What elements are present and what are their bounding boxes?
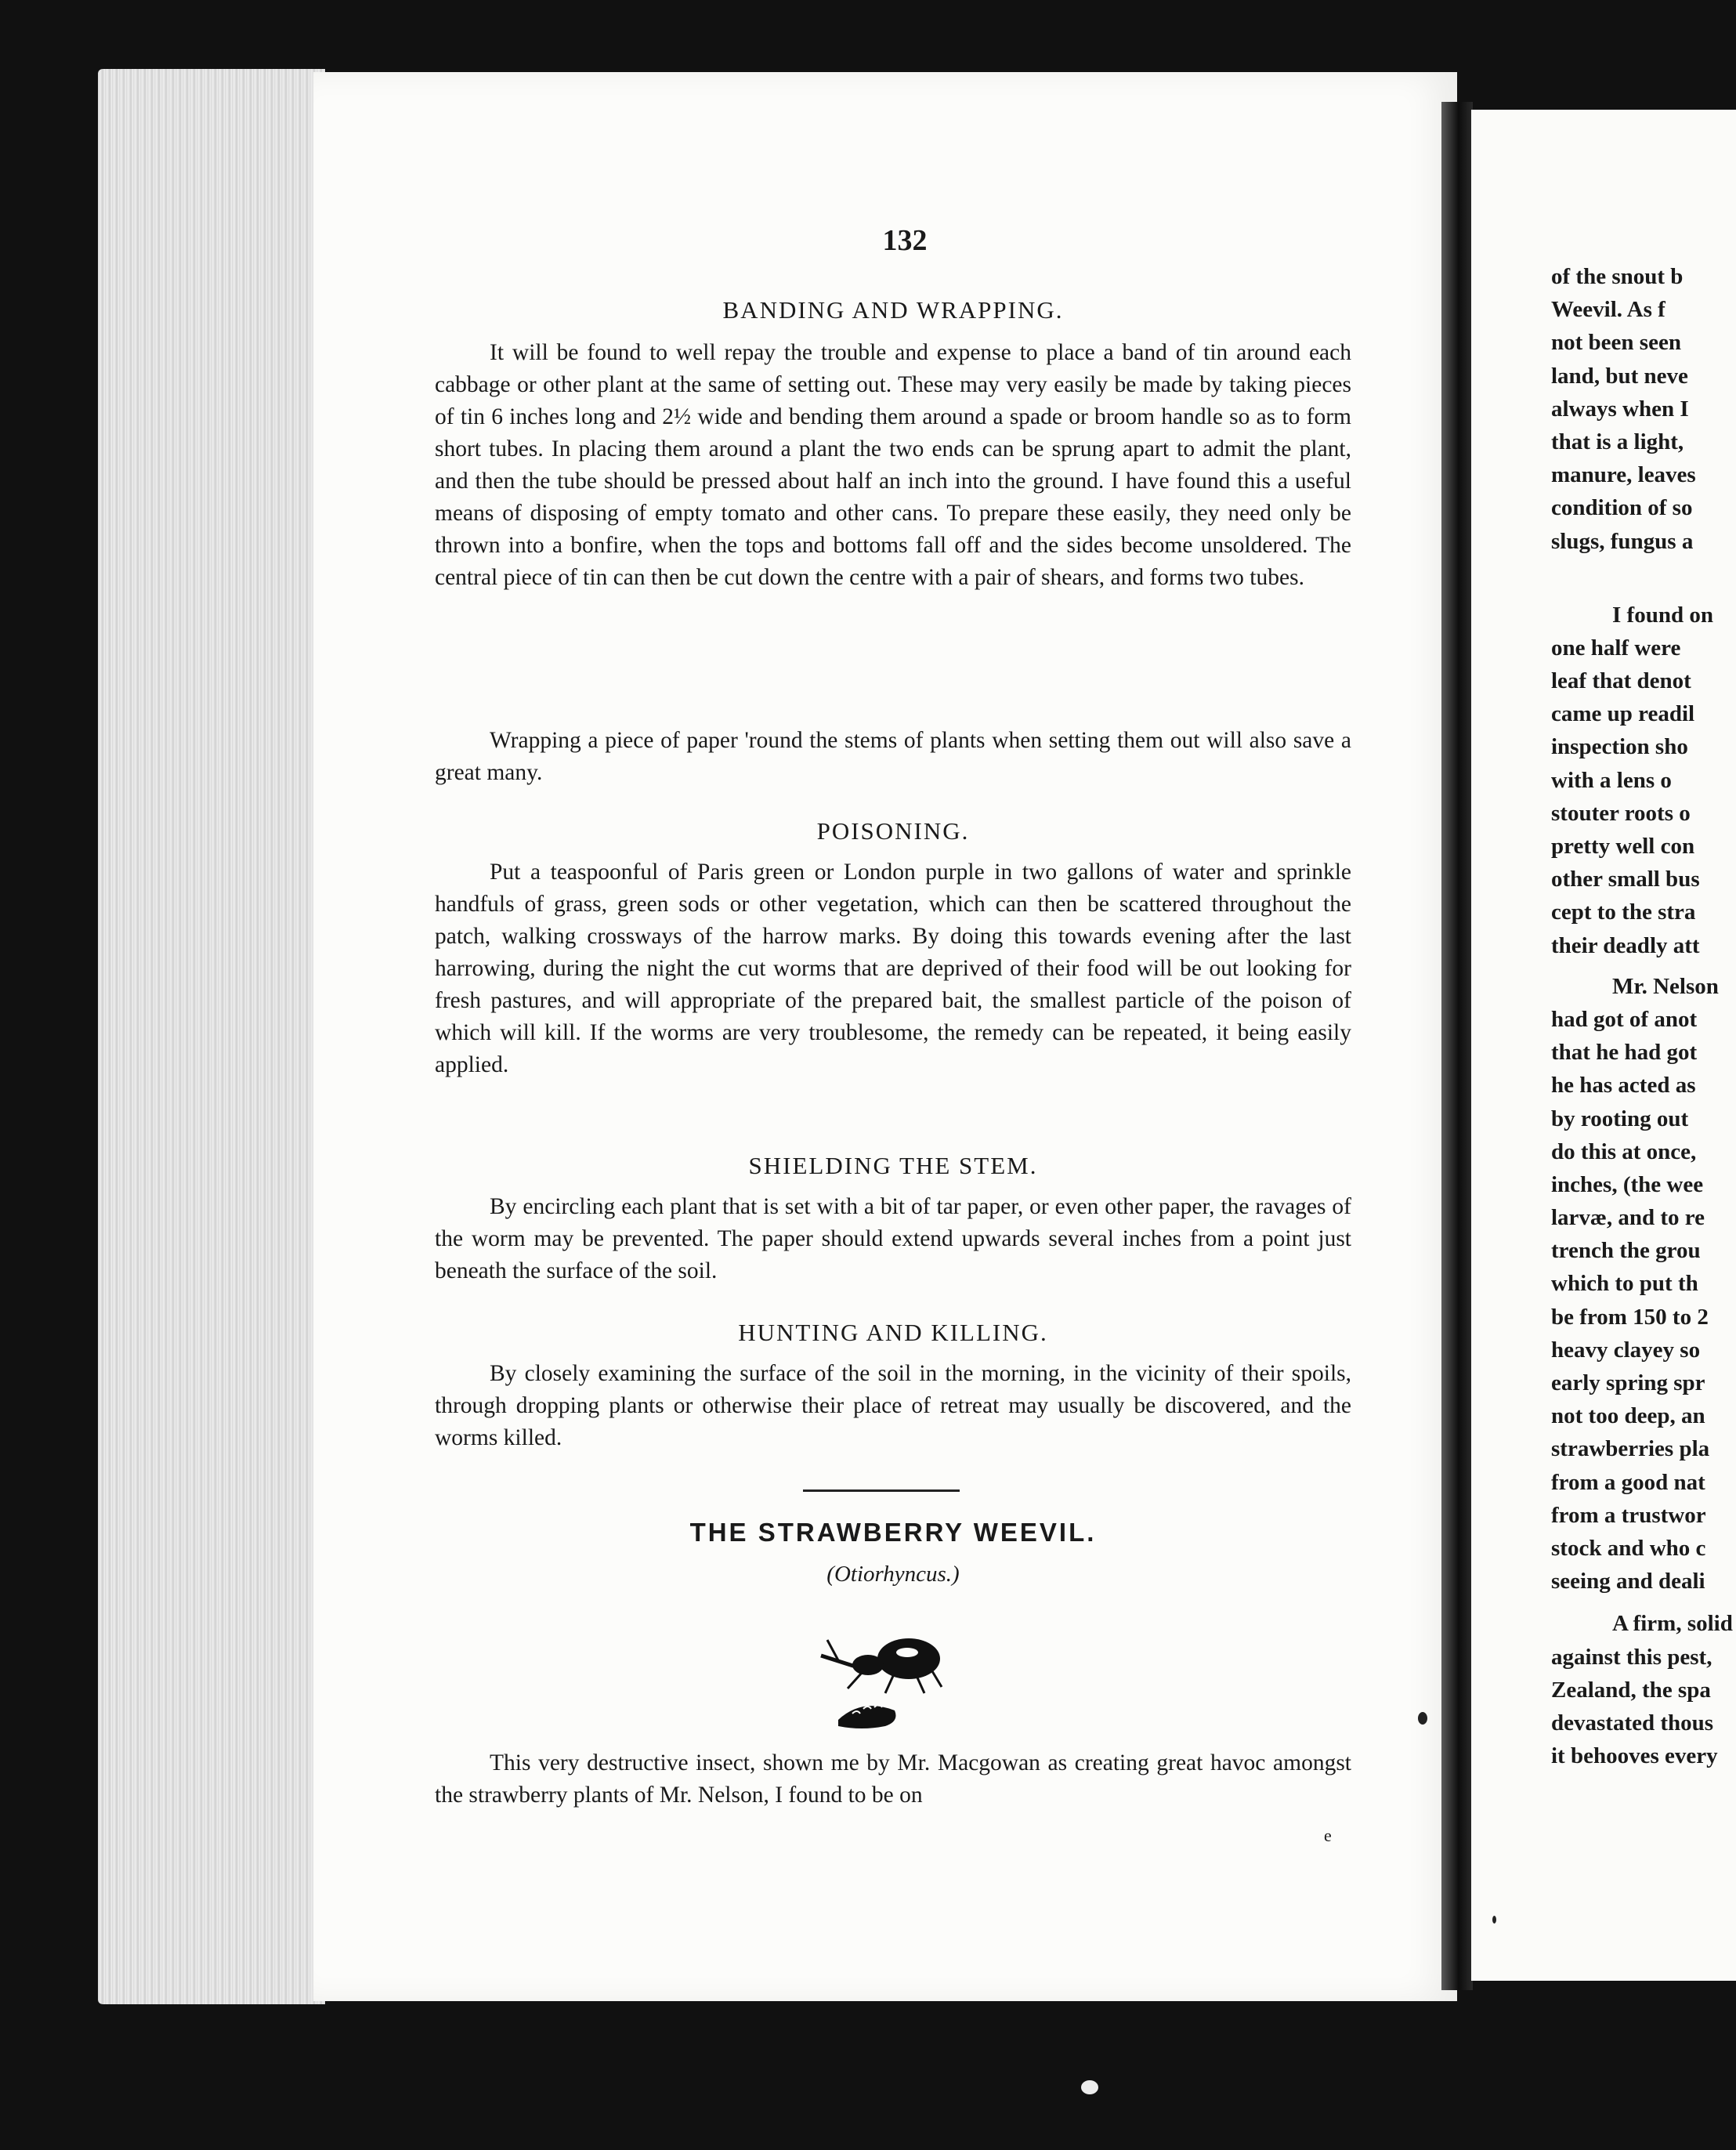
right-line: by rooting out bbox=[1551, 1106, 1689, 1131]
right-line: other small bus bbox=[1551, 867, 1700, 892]
right-paragraph-gap bbox=[1551, 558, 1736, 599]
right-line: seeing and deali bbox=[1551, 1569, 1705, 1594]
paragraph-poisoning: Put a teaspoonful of Paris green or London purple in two gallons of water and sprinkle handfuls of grass, green sods or other vegetation, which can then be scattered throughout the patch, walking crossways of the harrow marks. By doing this towards evening after the last harrowing, during the night the cut worms that are deprived of their food will be out looking for fresh pastures, and will appropriate of the prepared bait, the smallest particle of the poison of which will kill. If the worms are very troublesome, the remedy can be repeated, it being easily applied. bbox=[435, 860, 1351, 1077]
book-gutter bbox=[1441, 102, 1473, 1990]
larva-icon bbox=[838, 1705, 896, 1728]
article-subtitle: (Otiorhyncus.) bbox=[826, 1562, 960, 1587]
right-line: not too deep, an bbox=[1551, 1403, 1705, 1429]
right-line: Weevil. As f bbox=[1551, 297, 1665, 323]
weevil-and-larva-icon bbox=[807, 1626, 964, 1743]
right-line: inspection sho bbox=[1551, 734, 1688, 760]
right-line: trench the grou bbox=[1551, 1238, 1701, 1264]
book-page-edges bbox=[98, 69, 325, 2004]
heading-shielding-the-stem: SHIELDING THE STEM. bbox=[748, 1152, 1038, 1179]
right-line: Zealand, the spa bbox=[1551, 1677, 1711, 1703]
right-line: stouter roots o bbox=[1551, 800, 1691, 826]
right-line: that is a light, bbox=[1551, 429, 1684, 454]
right-line: devastated thous bbox=[1551, 1710, 1714, 1736]
ink-speck bbox=[1492, 1916, 1496, 1924]
film-speck bbox=[1081, 2080, 1098, 2094]
right-line: that he had got bbox=[1551, 1040, 1698, 1066]
right-line: of the snout b bbox=[1551, 264, 1684, 289]
page-number: 132 bbox=[882, 224, 928, 257]
right-line: always when I bbox=[1551, 396, 1689, 422]
paragraph-strawberry-weevil: This very destructive insect, shown me by Mr. Macgowan as creating great havoc amongst the strawberry plants of Mr. Nelson, I found to be on bbox=[435, 1750, 1351, 1808]
right-line: early spring spr bbox=[1551, 1370, 1705, 1395]
right-line: pretty well con bbox=[1551, 834, 1695, 859]
section-divider-rule bbox=[803, 1489, 960, 1492]
right-page-text bbox=[1551, 260, 1736, 1772]
right-line: inches, (the wee bbox=[1551, 1171, 1704, 1197]
paragraph-shielding: By encircling each plant that is set with a bit of tar paper, or even other paper, the ravages of the worm may be prevented. The paper should extend upwards several inches from a point just beneath the surface of the soil. bbox=[435, 1194, 1351, 1283]
right-line: which to put th bbox=[1551, 1271, 1698, 1297]
right-line: manure, leaves bbox=[1551, 462, 1696, 488]
right-line: from a good nat bbox=[1551, 1469, 1705, 1495]
right-line: strawberries pla bbox=[1551, 1436, 1710, 1462]
right-line: condition of so bbox=[1551, 495, 1693, 521]
right-line: A firm, solid bbox=[1612, 1611, 1733, 1637]
right-line: stock and who c bbox=[1551, 1535, 1706, 1561]
heading-poisoning: POISONING. bbox=[816, 817, 970, 845]
ink-speck bbox=[1418, 1712, 1427, 1725]
paragraph-wrapping: Wrapping a piece of paper 'round the stems of plants when setting them out will also save a great many. bbox=[435, 728, 1351, 785]
right-line: heavy clayey so bbox=[1551, 1337, 1701, 1363]
right-line: came up readil bbox=[1551, 701, 1695, 727]
catchword: e bbox=[1324, 1826, 1332, 1845]
article-title: THE STRAWBERRY WEEVIL. bbox=[689, 1518, 1097, 1547]
right-line: had got of anot bbox=[1551, 1006, 1698, 1032]
right-line: against this pest, bbox=[1551, 1644, 1712, 1670]
right-line: slugs, fungus a bbox=[1551, 528, 1694, 554]
right-line: it behooves every bbox=[1551, 1743, 1718, 1769]
right-line: leaf that denot bbox=[1551, 668, 1691, 694]
heading-banding-and-wrapping: BANDING AND WRAPPING. bbox=[722, 296, 1064, 324]
paragraph-banding: It will be found to well repay the trouble and expense to place a band of tin around each cabbage or other plant at the same of setting out. These may very easily be made by taking pieces of tin 6 inches long and 2½ wide and bending them around a spade or broom handle so as to form short tubes. In placing them around a plant the two ends can be sprung apart to admit the plant, and then the tube should be pressed about half an inch into the ground. I have found this a useful means of disposing of empty tomato and other cans. To prepare these easily, they need only be thrown into a bonfire, when the tops and bottoms fall off and the sides become unsoldered. The central piece of tin can then be cut down the centre with a pair of shears, and forms two tubes. bbox=[435, 340, 1351, 590]
right-line: he has acted as bbox=[1551, 1073, 1696, 1099]
right-line: I found on bbox=[1612, 602, 1713, 628]
right-line: with a lens o bbox=[1551, 767, 1672, 793]
right-line: not been seen bbox=[1551, 330, 1681, 356]
right-line: one half were bbox=[1551, 635, 1681, 661]
right-line: do this at once, bbox=[1551, 1138, 1697, 1164]
right-line: be from 150 to 2 bbox=[1551, 1304, 1709, 1330]
right-line: their deadly att bbox=[1551, 932, 1700, 958]
heading-hunting-and-killing: HUNTING AND KILLING. bbox=[738, 1319, 1048, 1346]
weevil-icon bbox=[821, 1638, 942, 1693]
right-line: larvæ, and to re bbox=[1551, 1205, 1705, 1231]
right-line: Mr. Nelson bbox=[1612, 973, 1719, 999]
paragraph-hunting: By closely examining the surface of the soil in the morning, in the vicinity of their spoils, through dropping plants or otherwise their place of retreat may usually be discovered, and the worms killed. bbox=[435, 1361, 1351, 1450]
right-line: cept to the stra bbox=[1551, 899, 1696, 925]
right-line: land, but neve bbox=[1551, 363, 1688, 389]
right-line: from a trustwor bbox=[1551, 1502, 1706, 1528]
